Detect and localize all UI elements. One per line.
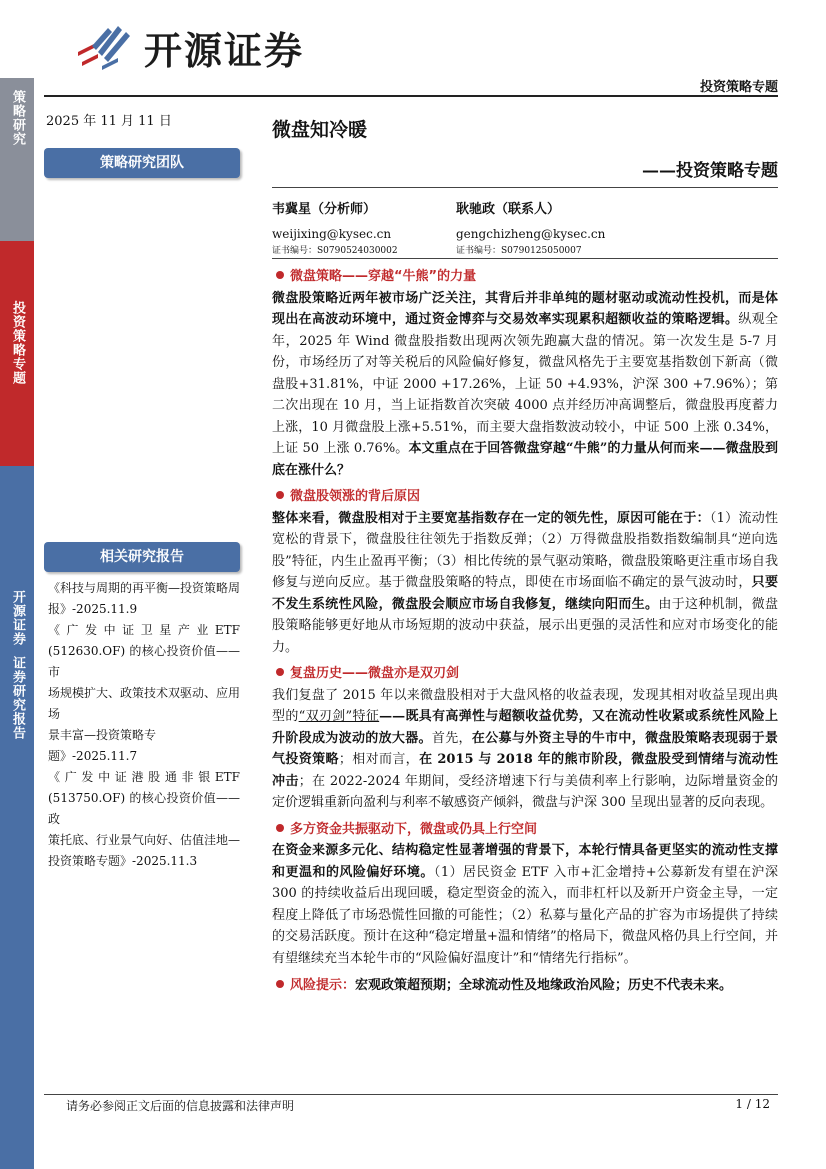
side-label-brand: 开源证券 bbox=[10, 590, 25, 646]
related-report-item[interactable]: 《科技与周期的再平衡—投资策略周 报》-2025.11.9 bbox=[48, 581, 241, 616]
section-heading: 微盘策略——穿越“牛熊”的力量 bbox=[272, 266, 778, 288]
page-title: 微盘知冷暖 bbox=[272, 119, 368, 141]
side-strip-blue bbox=[0, 466, 34, 1169]
section-paragraph: 在资金来源多元化、结构稳定性显著增强的背景下，本轮行情具备更坚实的流动性支撑和更温和的风险偏好环境。（1）居民资金 ETF 入市+汇金增持+公募新发有望在沪深 300 的持续收益后出现回暖，稳定型资金的流入，而非杠杆以及新开户资金主导，一定程度上降低了市场恐慌性回撤的可能性；（2）私募与量化产品的扩容为市场提供了持续的交易活跃度。预计在这种“稳定增量+温和情绪”的格局下，微盘风格仍具上行空间，并有望继续充当本轮牛市的“风险偏好温度计”和“情绪先行指标”。 bbox=[272, 843, 778, 966]
section-paragraph: 微盘股策略近两年被市场广泛关注，其背后并非单纯的题材驱动或流动性投机，而是体现出在高波动环境中，通过资金博弈与交易效率实现累积超额收益的策略逻辑。纵观全年，2025 年 Wind 微盘股指数出现两次领先跑赢大盘的情况。第一次发生是 5-7 月份，市场经历了对等关税后的风险偏好修复，微盘风格先于主要宽基指数创下新高（微盘股+31.81%，中证 2000 +17.26%，上证 50 +4.93%，沪深 300 +7.96%）；第二次出现在 10 月，当上证指数首次突破 4000 点并经历冲高调整后，微盘股再度蓄力上涨，10 月微盘股上涨+5.51%，而主要大盘指数波动较小，中证 500 上涨 0.34%，上证 50 上涨 0.76%。本文重点在于回答微盘穿越“牛熊”的力量从何而来——微盘股到底在涨什么？ bbox=[272, 290, 778, 478]
title-divider bbox=[272, 187, 778, 188]
team-title-box: 策略研究团队 bbox=[44, 148, 240, 178]
brand-name: 开源证券 bbox=[144, 28, 305, 73]
header-divider bbox=[44, 95, 778, 97]
author-cert: 证书编号：S0790125050007 bbox=[456, 246, 582, 256]
side-label-research: 证券研究报告 bbox=[10, 656, 25, 740]
side-strip-red bbox=[0, 241, 34, 466]
brand-logo bbox=[72, 18, 304, 76]
report-date: 2025 年 11 月 11 日 bbox=[46, 114, 172, 129]
bullet-icon bbox=[276, 271, 284, 279]
author-name: 韦冀星（分析师） bbox=[272, 202, 377, 217]
report-body bbox=[272, 266, 778, 997]
page-subtitle: ——投资策略专题 bbox=[642, 161, 778, 181]
side-label-strategy: 策略研究 bbox=[10, 90, 25, 146]
related-reports-title: 相关研究报告 bbox=[44, 542, 240, 572]
footer-divider bbox=[44, 1094, 778, 1095]
side-strip-gray bbox=[0, 78, 34, 241]
author-contact bbox=[456, 198, 605, 256]
author-cert: 证书编号：S0790524030002 bbox=[272, 246, 398, 256]
related-report-item[interactable]: 《 广 发 中 证 卫 星 产 业 ETF (512630.OF) 的核心投资价值——市 场规模扩大、政策技术双驱动、应用场 景丰富—投资策略专题》-2025.11.7 bbox=[48, 623, 241, 763]
bullet-icon bbox=[276, 980, 284, 988]
author-email[interactable]: weijixing@kysec.cn bbox=[272, 227, 392, 241]
related-reports-list bbox=[48, 578, 240, 872]
section-paragraph: 整体来看，微盘股相对于主要宽基指数存在一定的领先性，原因可能在于：（1）流动性宽松的背景下，微盘股往往领先于指数反弹；（2）万得微盘股指数指数编制具“逆向选股”特征，内生止盈再平衡；（3）相比传统的景气驱动策略，微盘股策略更注重市场自我修复与逆向反应。基于微盘股策略的特点，即使在市场面临不确定的景气波动时，只要不发生系统性风险，微盘股会顺应市场自我修复，继续向阳而生。由于这种机制，微盘股策略能够更好地从市场短期的波动中获益，展示出更强的灵活性和应对市场变化的能力。 bbox=[272, 510, 778, 655]
related-report-item[interactable]: 《 广 发 中 证 港 股 通 非 银 ETF (513750.OF) 的核心投资价值——政 策托底、行业景气向好、估值洼地— 投资策略专题》-2025.11.3 bbox=[48, 770, 241, 868]
bullet-icon bbox=[276, 491, 284, 499]
author-divider bbox=[272, 258, 778, 259]
author-email[interactable]: gengchizheng@kysec.cn bbox=[456, 227, 606, 241]
risk-warning: 风险提示：宏观政策超预期；全球流动性及地缘政治风险；历史不代表未来。 bbox=[272, 975, 778, 997]
footer-disclaimer[interactable]: 请务必参阅正文后面的信息披露和法律声明 bbox=[66, 1099, 295, 1113]
section-heading: 多方资金共振驱动下，微盘或仍具上行空间 bbox=[272, 819, 778, 841]
side-label-report-type: 投资策略专题 bbox=[10, 301, 25, 385]
logo-mark-icon bbox=[72, 18, 140, 76]
bullet-icon bbox=[276, 668, 284, 676]
author-analyst bbox=[272, 198, 398, 256]
author-name: 耿驰政（联系人） bbox=[456, 202, 561, 217]
bullet-icon bbox=[276, 824, 284, 832]
page-number: 1 / 12 bbox=[735, 1097, 770, 1111]
section-heading: 复盘历史——微盘亦是双刃剑 bbox=[272, 663, 778, 685]
header-report-type: 投资策略专题 bbox=[699, 80, 778, 95]
section-heading: 微盘股领涨的背后原因 bbox=[272, 486, 778, 508]
section-paragraph: 我们复盘了 2015 年以来微盘股相对于大盘风格的收益表现，发现其相对收益呈现出典型的“双刃剑”特征——既具有高弹性与超额收益优势，又在流动性收紧或系统性风险上升阶段成为波动的放大器。首先，在公募与外资主导的牛市中，微盘股策略表现弱于景气投资策略；相对而言，在 2015 与 2018 年的熊市阶段，微盘股受到情绪与流动性冲击；在 2022-2024 年期间，受经济增速下行与美债利率上行影响，边际增量资金的定价逻辑重新向盈利与利率不敏感资产倾斜，微盘与沪深 300 呈现出显著的反向表现。 bbox=[272, 687, 778, 810]
